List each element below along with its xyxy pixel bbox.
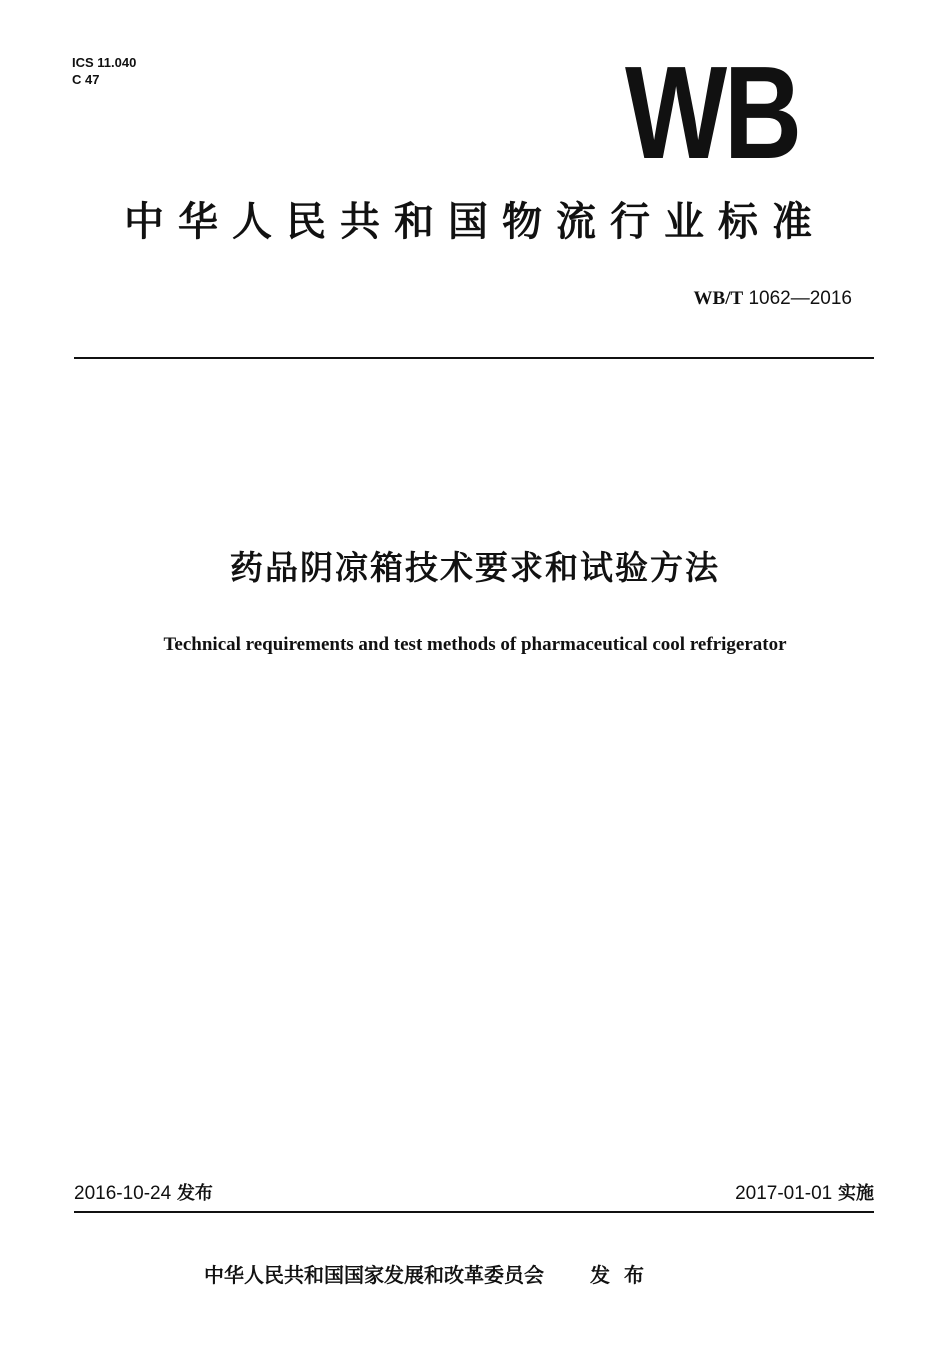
standard-number-value: 1062—2016 [748, 288, 852, 309]
standard-number-prefix: WB/T [693, 288, 744, 309]
effective-date-line [735, 1181, 874, 1207]
top-divider [74, 357, 874, 359]
issuer-line [204, 1260, 658, 1290]
effective-label: 实施 [838, 1183, 874, 1204]
standard-category-title: 中华人民共和国物流行业标准 [124, 199, 826, 245]
issued-date: 2016-10-24 [74, 1183, 172, 1204]
ics-code: ICS 11.040 [72, 55, 137, 70]
issuer-action: 发布 [590, 1263, 658, 1287]
issuer-name: 中华人民共和国国家发展和改革委员会 [204, 1263, 544, 1287]
classification-codes [72, 54, 136, 88]
bottom-divider [74, 1211, 874, 1213]
effective-date: 2017-01-01 [735, 1183, 833, 1204]
standard-number [694, 287, 852, 311]
ccs-code: C 47 [72, 72, 100, 87]
issued-label: 发布 [176, 1183, 213, 1204]
issued-date-line [74, 1181, 213, 1207]
document-title-zh: 药品阴凉箱技术要求和试验方法 [230, 548, 720, 587]
wb-logo: WB [625, 39, 799, 186]
document-title-en: Technical requirements and test methods of pharmaceutical cool refrigerator [163, 634, 787, 655]
